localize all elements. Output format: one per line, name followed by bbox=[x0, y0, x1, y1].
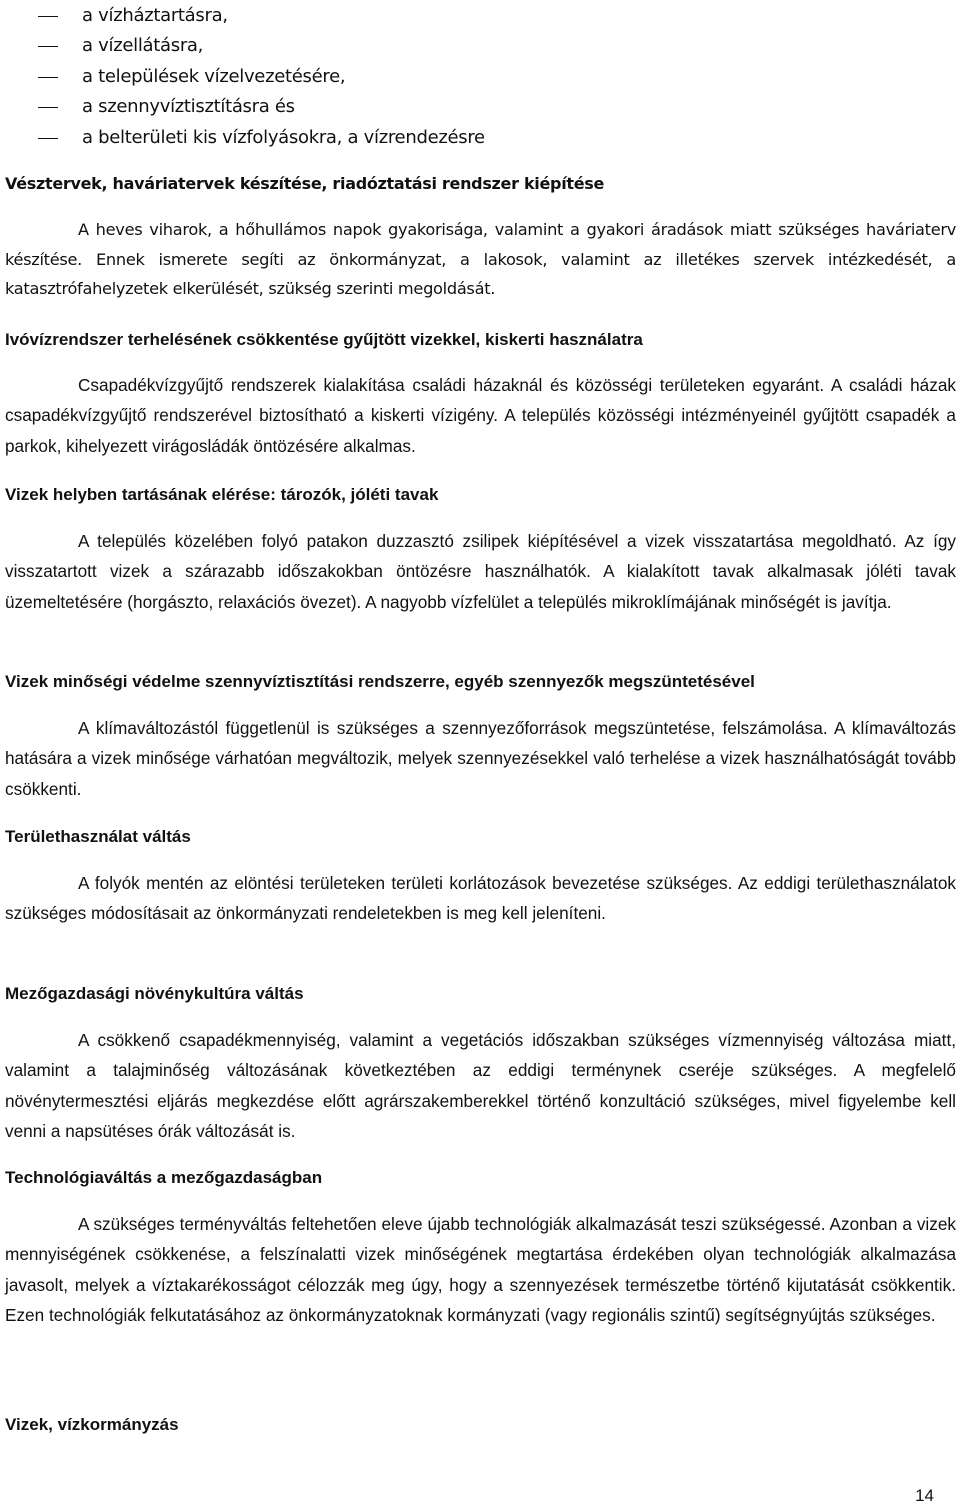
dash-icon bbox=[38, 107, 58, 108]
section-heading: Területhasználat váltás bbox=[5, 827, 191, 846]
section-heading: Vizek minőségi védelme szennyvíztisztítási rendszerre, egyéb szennyezők megszüntetésével bbox=[5, 672, 755, 691]
list-item: a szennyvíztisztításra és bbox=[38, 92, 938, 123]
section-body: A folyók mentén az elöntési területeken területi korlátozások bevezetése szükséges. Az eddigi területhasználatok szükséges módosításait az önkormányzati rendeletekben is meg kell jeleníteni. bbox=[5, 873, 956, 924]
dash-icon bbox=[38, 77, 58, 78]
list-item: a települések vízelvezetésére, bbox=[38, 61, 938, 92]
section-body: A szükséges terményváltás feltehetően eleve újabb technológiák alkalmazását teszi szükségessé. Azonban a vizek mennyiségének csökkenése, a felszínalatti vizek minőségének megtartása érdekében olyan technológiák alkalmazása javasolt, melyek a víztakarékosságot célozzák meg úgy, hogy a szennyezések természetbe történő kijutatását csökkentik. Ezen technológiák felkutatásához az önkormányzatoknak kormányzati (vagy regionális szintű) segítségnyújtás szükséges. bbox=[5, 1214, 956, 1326]
page-number: 14 bbox=[915, 1486, 934, 1505]
section-body: A település közelében folyó patakon duzzasztó zsilipek kiépítésével a vizek visszatartása megoldható. Az így visszatartott vizek a szárazabb időszakokban öntözésre használhatók. A kialakított tavak alkalmasak jóléti tavak üzemeltetésére (horgászto, relaxációs övezet). A nagyobb vízfelület a település mikroklímájának minőségét is javítja. bbox=[5, 531, 956, 612]
bullet-list bbox=[38, 0, 938, 153]
section-body: A heves viharok, a hőhullámos napok gyakorisága, valamint a gyakori áradások miatt szükséges haváriaterv készítése. Ennek ismerete segíti az önkormányzat, a lakosok, valamint az illetékes szervek intézkedését, a katasztrófahelyzetek elkerülését, szükség szerinti megoldását. bbox=[5, 220, 956, 298]
section-emergency-plans bbox=[5, 170, 956, 304]
section-drinking-water bbox=[5, 326, 956, 461]
list-item: a vízellátásra, bbox=[38, 31, 938, 62]
section-body: A csökkenő csapadékmennyiség, valamint a vegetációs időszakban szükséges vízmennyiség változása miatt, valamint a talajminőség változásának következtében az eddigi terménynek cseréje szükséges. A megfelelő növénytermesztési eljárás megkezdése előtt agrárszakemberekkel történő konzultáció szükséges, mivel figyelembe kell venni a napsütéses órák változását is. bbox=[5, 1030, 956, 1142]
dash-icon bbox=[38, 46, 58, 47]
section-heading: Vizek, vízkormányzás bbox=[5, 1415, 179, 1434]
section-heading: Mezőgazdasági növénykultúra váltás bbox=[5, 984, 304, 1003]
list-item: a belterületi kis vízfolyásokra, a vízrendezésre bbox=[38, 122, 938, 153]
section-water-retention bbox=[5, 481, 956, 617]
section-heading: Ivóvízrendszer terhelésének csökkentése gyűjtött vizekkel, kiskerti használatra bbox=[5, 330, 643, 349]
section-body: A klímaváltozástól függetlenül is szükséges a szennyezőforrások megszüntetése, felszámolása. A klímaváltozás hatására a vizek minősége várhatóan megváltozik, melyek szennyezésekkel való terhelése a vizek használhatóságát tovább csökkenti. bbox=[5, 718, 956, 799]
section-technology bbox=[5, 1164, 956, 1331]
section-heading: Technológiaváltás a mezőgazdaságban bbox=[5, 1168, 323, 1187]
section-crop-change bbox=[5, 980, 956, 1147]
section-water-quality bbox=[5, 668, 956, 804]
section-water-governance bbox=[5, 1411, 956, 1439]
section-body: Csapadékvízgyűjtő rendszerek kialakítása családi házaknál és közösségi területeken egyaránt. A családi házak csapadékvízgyűjtő rendszerével biztosítható a kiskerti vízigény. A település közösségi intézményeinél gyűjtött csapadék a parkok, kihelyezett virágosládák öntözésére alkalmas. bbox=[5, 375, 956, 456]
section-land-use bbox=[5, 823, 956, 929]
dash-icon bbox=[38, 138, 58, 139]
dash-icon bbox=[38, 16, 58, 17]
list-item: a vízháztartásra, bbox=[38, 0, 938, 31]
section-heading: Vésztervek, haváriatervek készítése, riadóztatási rendszer kiépítése bbox=[5, 174, 605, 193]
section-heading: Vizek helyben tartásának elérése: tározók, jóléti tavak bbox=[5, 485, 439, 504]
